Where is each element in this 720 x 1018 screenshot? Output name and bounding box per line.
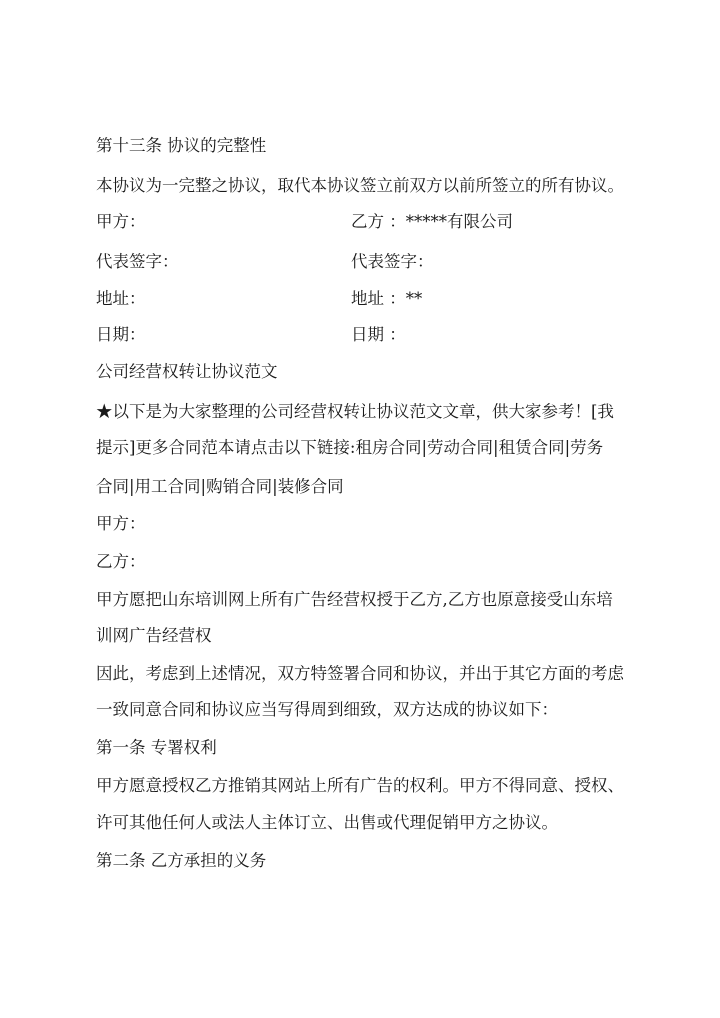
- section-title: 公司经营权转让协议范文: [96, 362, 278, 381]
- sign-date-a: 日期：: [96, 325, 146, 344]
- sign-party-b-label: 乙方 ：*****有限公司: [351, 212, 513, 231]
- intro-line: ★以下是为大家整理的公司经营权转让协议范文文章，供大家参考！[我: [96, 402, 614, 421]
- intro-line: 提示]更多合同范本请点击以下链接:租房合同|劳动合同|租赁合同|劳务: [96, 438, 604, 457]
- paragraph-line: 因此，考虑到上述情况，双方特签署合同和协议，并出于其它方面的考虑: [96, 664, 624, 683]
- article-1-title: 第一条 专署权利: [96, 738, 217, 757]
- paragraph-line: 一致同意合同和协议应当写得周到细致，双方达成的协议如下：: [96, 700, 558, 719]
- party-b-line: 乙方：: [96, 552, 146, 571]
- paragraph-integrity: 本协议为一完整之协议，取代本协议签立前双方以前所签立的所有协议。: [96, 176, 624, 195]
- sign-party-a-label: 甲方：: [96, 212, 146, 231]
- article-2-title: 第二条 乙方承担的义务: [96, 851, 267, 870]
- paragraph-line: 训网广告经营权: [96, 626, 212, 645]
- sign-rep-a: 代表签字：: [96, 252, 179, 271]
- sign-rep-b: 代表签字：: [351, 252, 434, 271]
- sign-address-a: 地址：: [96, 289, 146, 308]
- intro-line: 合同|用工合同|购销合同|装修合同: [96, 477, 344, 496]
- sign-address-b: 地址 ：**: [351, 289, 423, 308]
- heading-article-13: 第十三条 协议的完整性: [96, 136, 267, 155]
- paragraph-line: 甲方愿把山东培训网上所有广告经营权授于乙方,乙方也原意接受山东培: [96, 590, 613, 609]
- paragraph-line: 甲方愿意授权乙方推销其网站上所有广告的权利。甲方不得同意、授权、: [96, 776, 624, 795]
- sign-date-b: 日期 ：: [351, 325, 406, 344]
- party-a-line: 甲方：: [96, 514, 146, 533]
- paragraph-line: 许可其他任何人或法人主体订立、出售或代理促销甲方之协议。: [96, 813, 558, 832]
